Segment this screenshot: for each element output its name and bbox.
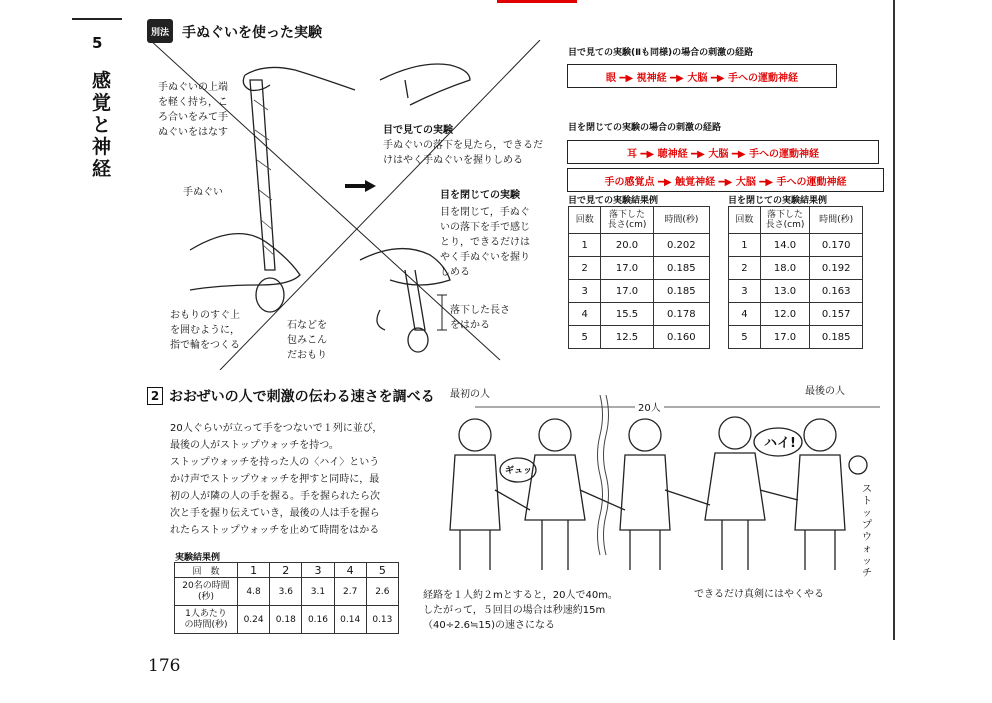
section2-title: おおぜいの人で刺激の伝わる速さを調べる: [169, 389, 435, 405]
first-person-label: 最初の人: [450, 389, 490, 400]
table-row: [729, 280, 863, 303]
table-cell: 1: [569, 234, 601, 257]
table-cell: 0.178: [653, 303, 709, 326]
table-cell: 0.185: [653, 280, 709, 303]
eye-experiment-title: 目で見ての実験: [383, 125, 453, 136]
table-cell: 3.1: [302, 578, 334, 606]
table-row: [175, 563, 399, 578]
table-row: [569, 234, 710, 257]
table-row: [729, 303, 863, 326]
table-cell: 3.6: [270, 578, 302, 606]
closed-path-heading: 目を閉じての実験の場合の刺激の経路: [568, 123, 722, 133]
closed-experiment-title: 目を閉じての実験: [440, 190, 520, 201]
table-closed-results: [728, 206, 863, 349]
table-row-label: 1人あたり の時間(秒): [175, 606, 238, 634]
table-cell: 15.5: [601, 303, 653, 326]
table-row: [569, 303, 710, 326]
table-cell: 5: [569, 326, 601, 349]
chapter-title-vertical: [92, 70, 114, 180]
table-cell: 4: [334, 563, 366, 578]
chapter-number: 5: [92, 34, 103, 52]
page-number: 176: [148, 656, 181, 676]
section2-number: 2: [147, 387, 163, 405]
table-cell: 2: [270, 563, 302, 578]
table-header-cell: 時間(秒): [653, 207, 709, 234]
red-header-fragment: [497, 0, 577, 3]
table-cell: 0.157: [810, 303, 863, 326]
bottom-table-title: 実験結果例: [175, 553, 221, 563]
people-count-label: 20人: [635, 401, 664, 416]
table-cell: 5: [366, 563, 398, 578]
table-cell: 1: [238, 563, 270, 578]
table-cell: 12.5: [601, 326, 653, 349]
table-cell: 0.185: [810, 326, 863, 349]
table-header-cell: 落下した 長さ(cm): [760, 207, 810, 234]
table-cell: 4.8: [238, 578, 270, 606]
table-header-cell: 回 数: [175, 563, 238, 578]
table-cell: 0.170: [810, 234, 863, 257]
table-row: [175, 606, 399, 634]
table-cell: 13.0: [760, 280, 810, 303]
people-chain-illustration: [430, 395, 890, 580]
table-cell: 12.0: [760, 303, 810, 326]
table-cell: 3: [729, 280, 761, 303]
table-cell: 0.163: [810, 280, 863, 303]
chapter-title-char: 感: [92, 70, 112, 92]
table-eye-results: [568, 206, 710, 349]
table-cell: 0.192: [810, 257, 863, 280]
table-row: [729, 257, 863, 280]
table-cell: 1: [729, 234, 761, 257]
section2-header: [147, 386, 435, 406]
eye-experiment-text: 手ぬぐいの落下を見たら，できるだ けはやく手ぬぐいを握りしめる: [383, 140, 543, 166]
chapter-title-char: 神: [92, 136, 112, 158]
label-towel-top: 手ぬぐいの上端 を軽く持ち，こ ろ合いをみて手 ぬぐいをはなす: [158, 82, 228, 138]
section1-title: 手ぬぐいを使った実験: [182, 25, 322, 41]
last-person-label: 最後の人: [805, 386, 845, 397]
table-row: [569, 326, 710, 349]
table-cell: 4: [569, 303, 601, 326]
right-margin-rule: [893, 0, 895, 640]
table-cell: 0.160: [653, 326, 709, 349]
chapter-title-char: 覚: [92, 92, 112, 114]
table-header-cell: 時間(秒): [810, 207, 863, 234]
section1-badge-text: 別法: [150, 27, 169, 38]
table-cell: 0.14: [334, 606, 366, 634]
table-cell: 17.0: [601, 280, 653, 303]
fall-length-label: 落下した長さ をはかる: [450, 305, 510, 331]
table-row: [569, 207, 710, 234]
label-stone-weight: 石などを 包みこん だおもり: [287, 320, 327, 361]
label-weight-ring: おもりのすぐ上 を囲むように， 指で輪をつくる: [170, 310, 240, 351]
table-eye-title: 目で見ての実験結果例: [568, 196, 659, 206]
table-cell: 0.13: [366, 606, 398, 634]
table-row: [729, 234, 863, 257]
table-row: [569, 280, 710, 303]
section2-text: 20人ぐらいが立って手をつないで１列に並び， 最後の人がストップウォッチを持つ。 ストップウォッチを持った人の〈ハイ〉という かけ声でストップウォッチを押すと同時に，最 初の人が隣の人の手を握る。手を握られたら次 次と手を握り伝えていき，最後の人は手を握ら れたらストップウォッチを止めて時間をはかる: [170, 423, 383, 536]
section2-caption-right: できるだけ真剣にはやくやる: [694, 589, 824, 600]
table-cell: 20.0: [601, 234, 653, 257]
stopwatch-label: ストップウォッチ: [862, 484, 872, 579]
table-cell: 4: [729, 303, 761, 326]
bottom-results-table: [174, 562, 399, 634]
table-cell: 0.18: [270, 606, 302, 634]
section2-caption-left: 経路を１人約２mとすると，20人で40m。 したがって，５回目の場合は秒速約15m （40÷2.6≒15)の速さになる: [423, 590, 618, 631]
table-cell: 0.202: [653, 234, 709, 257]
touch-pathway-box: 手の感覚点 ━▶ 触覚神経 ━▶ 大脳 ━▶ 手への運動神経: [567, 168, 884, 192]
table-cell: 2: [729, 257, 761, 280]
table-row: [729, 326, 863, 349]
table-header-cell: 落下した 長さ(cm): [601, 207, 653, 234]
header-rule: [72, 18, 122, 20]
table-closed-title: 目を閉じての実験結果例: [728, 196, 828, 206]
table-row: [175, 578, 399, 606]
table-cell: 14.0: [760, 234, 810, 257]
bubble-hai: ハイ!: [764, 436, 796, 451]
table-cell: 5: [729, 326, 761, 349]
table-cell: 0.185: [653, 257, 709, 280]
bubble-gyu: ギュッ: [505, 466, 533, 476]
table-cell: 3: [569, 280, 601, 303]
table-cell: 17.0: [601, 257, 653, 280]
table-row: [569, 257, 710, 280]
ear-pathway-box: 耳 ━▶ 聴神経 ━▶ 大脳 ━▶ 手への運動神経: [567, 140, 879, 164]
table-cell: 2.7: [334, 578, 366, 606]
closed-experiment-text: 目を閉じて，手ぬぐ いの落下を手で感じ とり，できるだけは やく手ぬぐいを握り しめる: [440, 207, 530, 278]
eye-pathway-box: 眼 ━▶ 視神経 ━▶ 大脳 ━▶ 手への運動神経: [567, 64, 837, 88]
label-towel: 手ぬぐい: [183, 187, 223, 198]
table-cell: 18.0: [760, 257, 810, 280]
table-header-cell: 回数: [729, 207, 761, 234]
table-row-label: 20名の時間 (秒): [175, 578, 238, 606]
table-cell: 2.6: [366, 578, 398, 606]
table-cell: 2: [569, 257, 601, 280]
table-header-cell: 回数: [569, 207, 601, 234]
table-row: [729, 207, 863, 234]
chapter-title-char: と: [92, 114, 112, 136]
table-cell: 0.24: [238, 606, 270, 634]
chapter-title-char: 経: [92, 158, 112, 180]
table-cell: 3: [302, 563, 334, 578]
table-cell: 0.16: [302, 606, 334, 634]
table-cell: 17.0: [760, 326, 810, 349]
eye-path-heading: 目で見ての実験(Ⅱも同様)の場合の刺激の経路: [568, 48, 754, 58]
